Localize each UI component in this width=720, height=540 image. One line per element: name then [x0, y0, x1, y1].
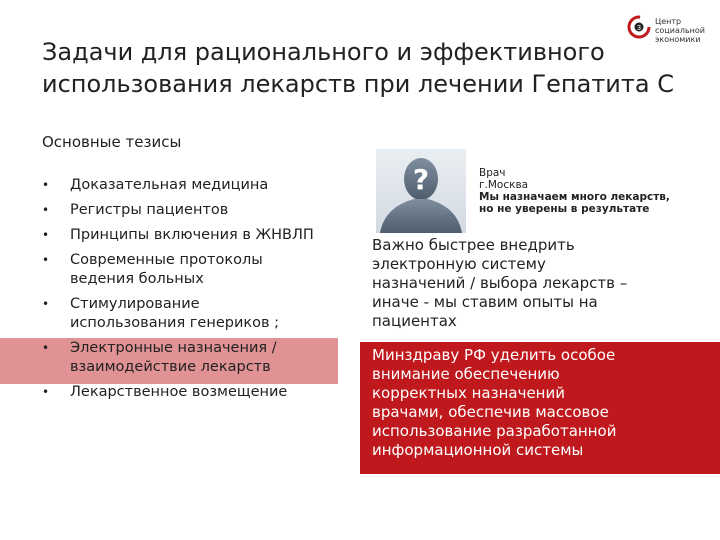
doctor-city: г.Москва	[479, 179, 529, 191]
statement-line: электронную систему	[372, 255, 546, 273]
bullet-icon: •	[42, 297, 50, 311]
slide-title	[42, 36, 682, 100]
important-statement	[372, 236, 692, 331]
unknown-person-icon	[376, 149, 466, 233]
statement-line: назначений / выбора лекарств –	[372, 274, 628, 292]
recommendation-text	[372, 346, 712, 460]
statement-line: иначе - мы ставим опыты на	[372, 293, 598, 311]
logo-line: Центр	[655, 17, 682, 26]
bullet-icon: •	[42, 228, 50, 242]
recommendation-line: Минздраву РФ уделить особое	[372, 346, 616, 364]
recommendation-line: врачами, обеспечив массовое	[372, 403, 609, 421]
recommendation-line: информационной системы	[372, 441, 584, 459]
list-item-text: Лекарственное возмещение	[70, 384, 288, 400]
list-item-text: Регистры пациентов	[70, 202, 229, 218]
list-item-text: Современные протоколы	[70, 252, 263, 268]
recommendation-line: внимание обеспечению	[372, 365, 560, 383]
list-item-highlighted	[42, 339, 342, 377]
bullet-icon: •	[42, 341, 50, 355]
list-item	[42, 295, 342, 333]
bullet-icon: •	[42, 178, 50, 192]
logo-line: социальной	[655, 26, 705, 35]
bullet-icon: •	[42, 253, 50, 267]
logo-line: экономики	[655, 35, 701, 44]
recommendation-box	[360, 342, 720, 474]
list-item	[42, 251, 342, 289]
list-item	[42, 201, 342, 220]
section-subtitle: Основные тезисы	[42, 133, 182, 151]
bullet-icon: •	[42, 385, 50, 399]
doctor-quote: но не уверены в результате	[479, 203, 650, 215]
list-item	[42, 176, 342, 195]
bullet-icon: •	[42, 203, 50, 217]
recommendation-line: корректных назначений	[372, 384, 565, 402]
doctor-role: Врач	[479, 167, 506, 179]
statement-line: Важно быстрее внедрить	[372, 236, 575, 254]
doctor-caption	[479, 167, 670, 215]
list-item-text: ведения больных	[70, 271, 204, 287]
title-line: использования лекарств при лечении Гепатита С	[42, 70, 674, 98]
recommendation-line: использование разработанной	[372, 422, 617, 440]
list-item-text: Принципы включения в ЖНВЛП	[70, 227, 314, 243]
list-item-text: взаимодействие лекарств	[70, 359, 271, 375]
theses-list	[42, 176, 342, 408]
question-mark: ?	[412, 163, 430, 196]
doctor-quote: Мы назначаем много лекарств,	[479, 191, 670, 203]
title-line: Задачи для рационального и эффективного	[42, 38, 605, 66]
list-item-text: использования генериков ;	[70, 315, 280, 331]
statement-line: пациентах	[372, 312, 457, 330]
list-item	[42, 226, 342, 245]
list-item-text: Стимулирование	[70, 296, 200, 312]
list-item-text: Электронные назначения /	[70, 340, 277, 356]
svg-text:3: 3	[636, 24, 642, 32]
list-item-text: Доказательная медицина	[70, 177, 269, 193]
list-item	[42, 383, 342, 402]
